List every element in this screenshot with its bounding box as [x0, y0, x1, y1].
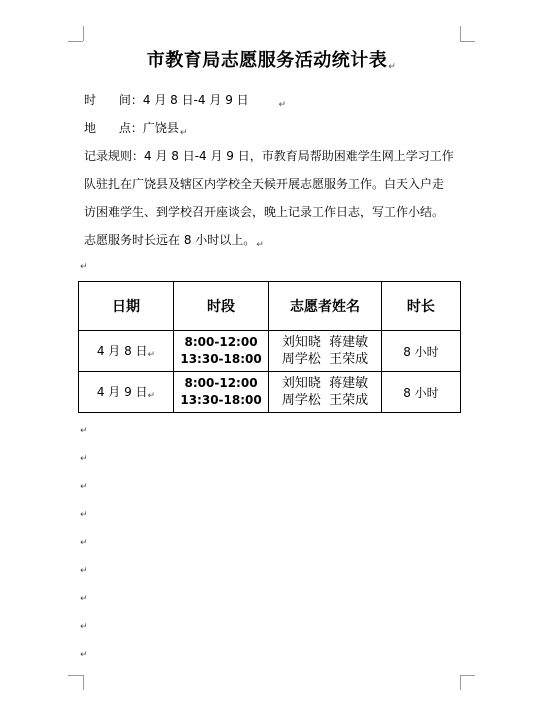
place-label: 地 点： [84, 121, 143, 135]
paragraph-mark-icon: ↵ [80, 566, 88, 576]
volunteer-table [78, 281, 461, 413]
time-range-morning: 8:00-12:00 [184, 335, 258, 349]
table-header-row [79, 282, 461, 331]
rules-line: 访困难学生、到学校召开座谈会，晚上记录工作日志，写工作小结。 [84, 205, 445, 219]
rules-line: 记录规则：4 月 8 日-4 月 9 日，市教育局帮助困难学生网上学习工作 [84, 149, 454, 163]
table-row [79, 372, 461, 413]
cell-mark-icon: ↵ [147, 391, 156, 401]
paragraph-mark-icon: ↵ [80, 426, 88, 436]
rules-line-text: 志愿服务时长远在 8 小时以上。 [84, 233, 256, 247]
duration-text: 8 小时 [403, 385, 439, 400]
cell-duration [381, 331, 460, 372]
rules-line: 队驻扎在广饶县及辖区内学校全天候开展志愿服务工作。白天入户走 [84, 177, 445, 191]
volunteer-names-line2: 周学松 王荣成 [281, 393, 369, 408]
paragraph-mark-icon: ↵ [80, 594, 88, 604]
time-line [84, 91, 286, 110]
title-text: 市教育局志愿服务活动统计表 [146, 50, 388, 71]
time-range-morning: 8:00-12:00 [184, 376, 258, 390]
date-text: 4 月 9 日 [96, 385, 148, 399]
paragraph-mark-icon: ↵ [80, 482, 88, 492]
cell-volunteers [269, 372, 382, 413]
header-date: 日期 [79, 282, 174, 331]
cell-mark-icon: ↵ [147, 350, 156, 360]
cell-time [173, 372, 268, 413]
place-line [84, 119, 187, 138]
cell-duration [381, 372, 460, 413]
paragraph-mark-icon: ↵ [278, 100, 287, 110]
rules-line-last [84, 226, 464, 259]
paragraph-mark-icon: ↵ [256, 240, 264, 250]
time-label: 时 间： [84, 93, 143, 107]
volunteer-names-line1: 刘知晓 蒋建敏 [281, 376, 369, 391]
cell-date [79, 331, 174, 372]
duration-text: 8 小时 [403, 344, 439, 359]
paragraph-mark-icon: ↵ [80, 262, 88, 272]
paragraph-mark-icon: ↵ [80, 650, 88, 660]
volunteer-names-line1: 刘知晓 蒋建敏 [281, 335, 369, 350]
place-value: 广饶县 [142, 121, 179, 135]
rules-paragraph [84, 142, 464, 259]
time-range-afternoon: 13:30-18:00 [180, 352, 262, 366]
header-volunteers: 志愿者姓名 [269, 282, 382, 331]
paragraph-mark-icon: ↵ [179, 128, 188, 138]
paragraph-mark-icon: ↵ [80, 538, 88, 548]
paragraph-mark-icon: ↵ [80, 510, 88, 520]
volunteer-names-line2: 周学松 王荣成 [281, 352, 369, 367]
paragraph-mark-icon: ↵ [80, 454, 88, 464]
date-text: 4 月 8 日 [96, 344, 148, 358]
header-duration: 时长 [381, 282, 460, 331]
time-value: 4 月 8 日-4 月 9 日 [142, 93, 249, 107]
time-range-afternoon: 13:30-18:00 [180, 393, 262, 407]
paragraph-mark-icon: ↵ [80, 622, 88, 632]
cell-time [173, 331, 268, 372]
table-row [79, 331, 461, 372]
document-title [0, 46, 543, 72]
header-time: 时段 [173, 282, 268, 331]
cell-volunteers [269, 331, 382, 372]
paragraph-mark-icon: ↵ [388, 62, 397, 72]
cell-date [79, 372, 174, 413]
